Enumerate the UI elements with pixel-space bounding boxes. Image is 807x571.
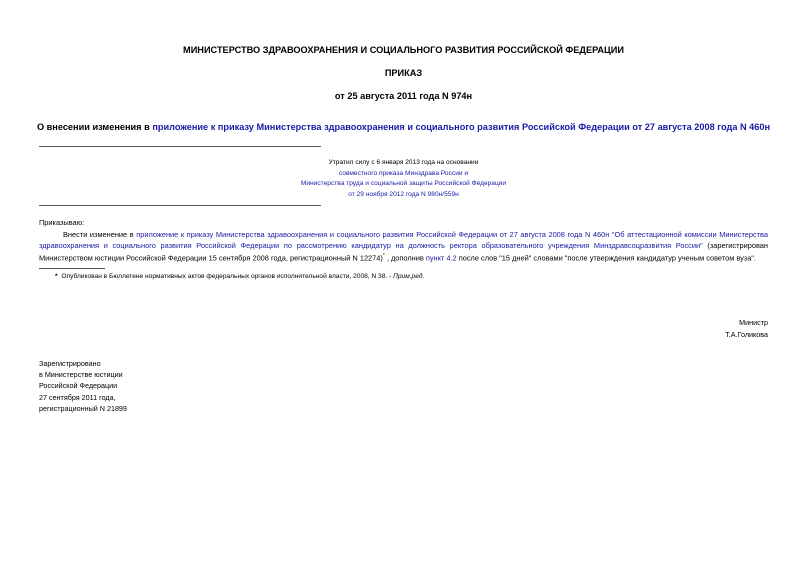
paragraph-registration: (зарегистрирован Министерством юстиции Российской Федерации 15 сентября 2008 года, регистрационный N 12274) xyxy=(39,241,768,263)
registration-line: 27 сентября 2011 года, xyxy=(39,392,116,402)
ministry-title: МИНИСТЕРСТВО ЗДРАВООХРАНЕНИЯ И СОЦИАЛЬНОГО РАЗВИТИЯ РОССИЙСКОЙ ФЕДЕРАЦИИ xyxy=(183,45,624,55)
document-date-number: от 25 августа 2011 года N 974н xyxy=(334,91,473,101)
document-type: ПРИКАЗ xyxy=(384,68,423,78)
clause-link[interactable]: пункт 4.2 xyxy=(425,253,457,263)
revocation-note xyxy=(0,158,807,200)
revocation-line: Утратил силу с 6 января 2013 года на основании xyxy=(328,159,479,166)
registration-block xyxy=(39,358,127,414)
footnote-mark: * xyxy=(55,273,58,280)
paragraph-end: после слов "15 дней" словами "после утверждения кандидатур ученым советом вуза". xyxy=(456,253,756,263)
footnote-text: Опубликован в Бюллетене нормативных актов федеральных органов исполнительной власти, 2008, N 38. - xyxy=(59,273,394,280)
revocation-link-order[interactable]: совместного приказа Минздрава России и xyxy=(338,169,469,177)
footnote-reference[interactable]: * xyxy=(382,253,385,259)
appendix-link[interactable]: приложение к приказу Министерства здравоохранения и социального развития Российской Федерации от 27 августа 2008 года N 460н "Об аттестационной комиссии Министерства здравоохранения и социального развития Российской Федерации по рассмотрению кандидатур на должность ректора образовательного учреждения Минздравсоцразвития России" xyxy=(39,230,768,250)
main-paragraph xyxy=(39,229,768,263)
document-subject xyxy=(0,122,807,132)
registration-line: регистрационный N 21899 xyxy=(39,403,127,413)
registration-line: Российской Федерации xyxy=(39,381,118,391)
signature-name: Т.А.Голикова xyxy=(725,329,768,339)
orders-label: Приказываю: xyxy=(39,218,85,227)
footnote-divider xyxy=(39,268,105,269)
signature-block xyxy=(725,317,768,340)
divider-top xyxy=(39,146,321,147)
footnote-editor-note: Прим.ред. xyxy=(393,273,425,280)
subject-prefix: О внесении изменения в xyxy=(36,122,153,132)
signature-position: Министр xyxy=(739,318,768,327)
divider-bottom xyxy=(39,205,321,206)
revocation-link-date[interactable]: от 29 ноября 2012 года N 980н/559н xyxy=(348,190,459,198)
subject-link[interactable]: приложение к приказу Министерства здравоохранения и социального развития Российской Федерации от 27 августа 2008 года N 460н xyxy=(152,122,771,132)
footnote xyxy=(55,273,424,280)
registration-line: Зарегистрировано xyxy=(39,359,101,368)
paragraph-middle: , дополнив xyxy=(384,253,426,263)
registration-line: в Министерстве юстиции xyxy=(39,370,123,380)
revocation-link-ministry[interactable]: Министерства труда и социальной защиты Российской Федерации xyxy=(300,180,507,187)
paragraph-start: Внести изменение в xyxy=(63,230,137,239)
